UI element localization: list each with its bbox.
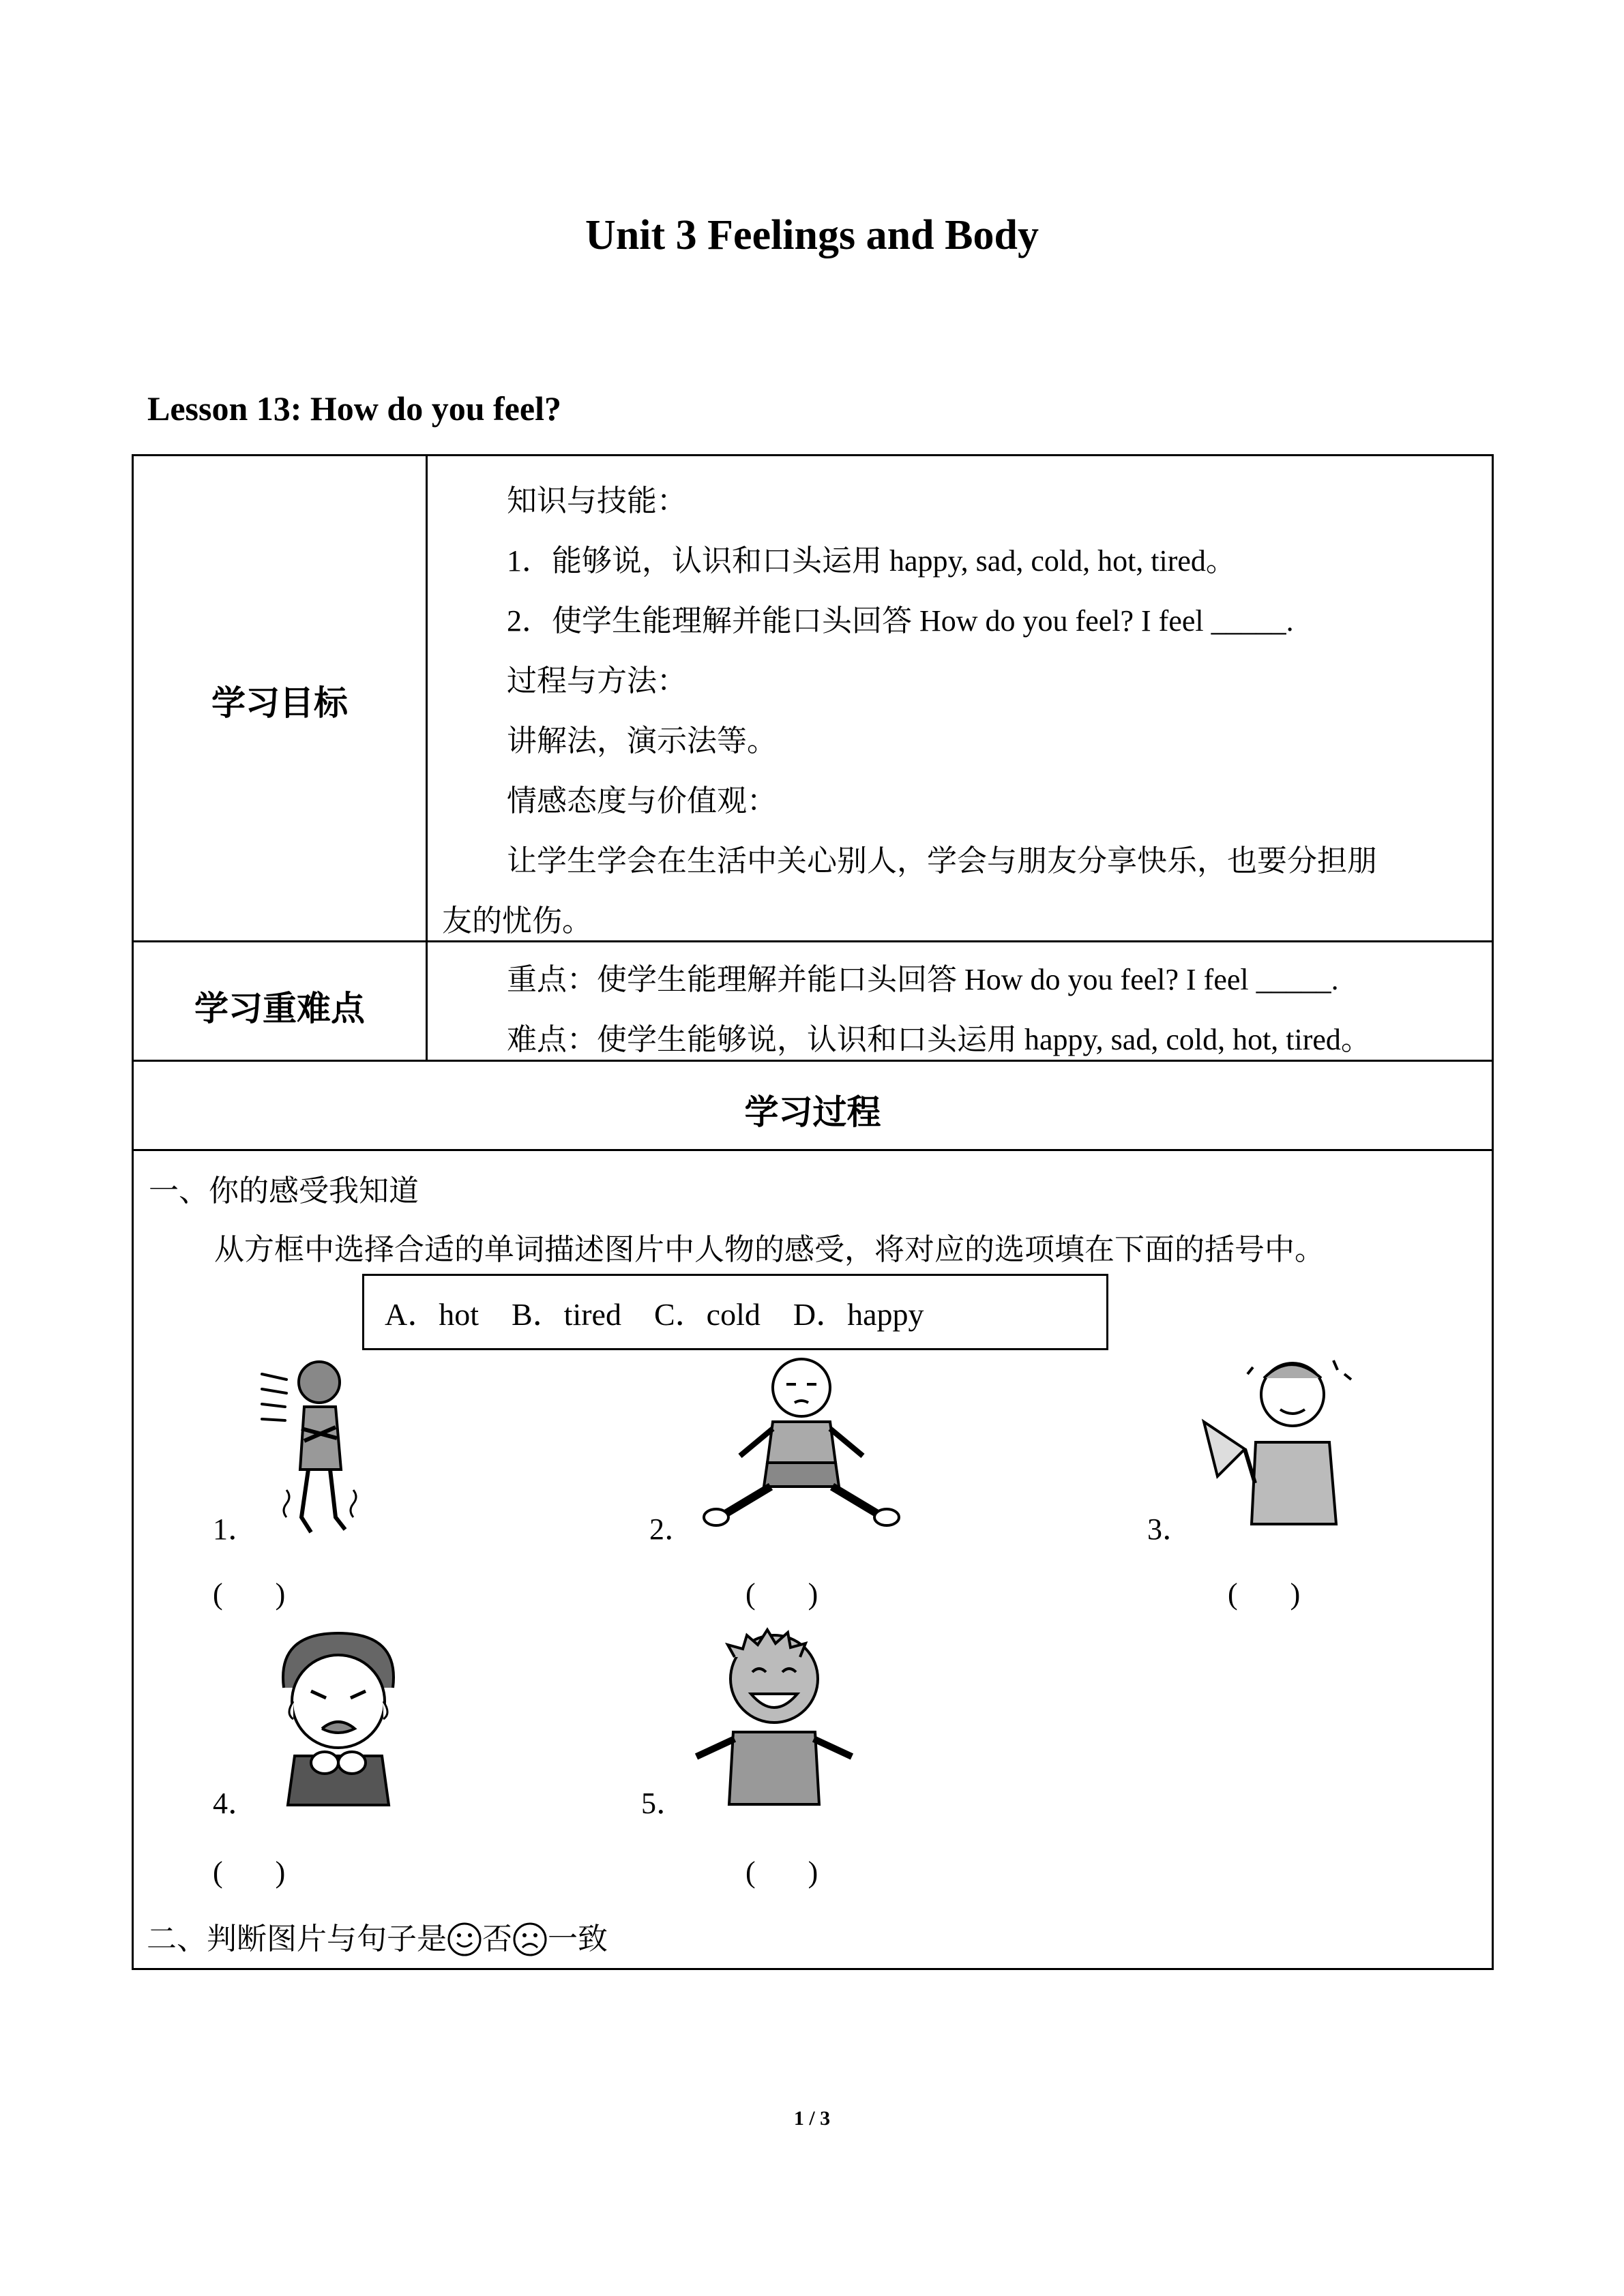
objectives-line: 让学生学会在生活中关心别人，学会与朋友分享快乐，也要分担朋 (507, 844, 1377, 878)
answer-bracket[interactable]: ( ) (745, 1855, 818, 1889)
page-title: Unit 3 Feelings and Body (585, 212, 1039, 258)
process-title: 学习过程 (744, 1092, 881, 1132)
option-c: C．cold (653, 1297, 761, 1332)
item-number: 4． (213, 1787, 258, 1820)
objectives-line: 过程与方法： (507, 664, 687, 698)
objectives-line: 1．能够说，认识和口头运用 happy, sad, cold, hot, tired。 (507, 544, 1236, 578)
item-number: 2． (649, 1512, 694, 1546)
objectives-line: 讲解法，演示法等。 (507, 724, 777, 758)
row-divider (134, 1149, 1492, 1151)
happy-boy-icon (685, 1623, 863, 1807)
part2-heading (147, 1922, 608, 1957)
part1-heading: 一、你的感受我知道 (149, 1174, 419, 1208)
option-d: D．happy (793, 1297, 924, 1332)
sad-face-icon (512, 1922, 548, 1957)
answer-bracket[interactable]: ( ) (745, 1577, 818, 1611)
key-point-line: 难点：使学生能够说，认识和口头运用 happy, sad, cold, hot, tired。 (507, 1023, 1371, 1056)
smiley-face-icon (447, 1922, 482, 1957)
row-divider (134, 1060, 1492, 1062)
word-options-box (362, 1274, 1108, 1350)
crying-child-icon (263, 1626, 413, 1810)
objectives-line: 2．使学生能理解并能口头回答 How do you feel? I feel _____. (507, 604, 1294, 638)
page-number: 1 / 3 (793, 2107, 831, 2130)
objectives-label: 学习目标 (211, 683, 348, 723)
part2-heading-text: 否 (482, 1922, 512, 1956)
item-number: 1． (213, 1512, 258, 1546)
answer-bracket[interactable]: ( ) (213, 1577, 286, 1611)
option-a: A．hot (385, 1297, 479, 1332)
tired-boy-icon (699, 1354, 904, 1531)
part1-instruction: 从方框中选择合适的单词描述图片中人物的感受，将对应的选项填在下面的括号中。 (214, 1232, 1325, 1267)
row-divider (134, 940, 1492, 942)
item-number: 5． (641, 1787, 686, 1820)
hot-man-fan-icon (1190, 1347, 1368, 1538)
objectives-line: 友的忧伤。 (442, 904, 592, 938)
answer-bracket[interactable]: ( ) (1228, 1577, 1301, 1611)
column-divider (426, 456, 428, 1061)
key-point-line: 重点：使学生能理解并能口头回答 How do you feel? I feel _____. (507, 963, 1339, 996)
option-b: B．tired (512, 1297, 621, 1332)
part2-heading-text: 一致 (548, 1922, 608, 1956)
item-number: 3． (1147, 1512, 1192, 1546)
cold-boy-icon (259, 1354, 361, 1538)
key-points-label: 学习重难点 (194, 989, 365, 1028)
part2-heading-text: 二、判断图片与句子是 (147, 1922, 447, 1956)
objectives-line: 知识与技能： (507, 483, 687, 518)
answer-bracket[interactable]: ( ) (213, 1855, 286, 1889)
lesson-title: Lesson 13: How do you feel? (147, 389, 561, 428)
objectives-line: 情感态度与价值观： (507, 784, 777, 818)
